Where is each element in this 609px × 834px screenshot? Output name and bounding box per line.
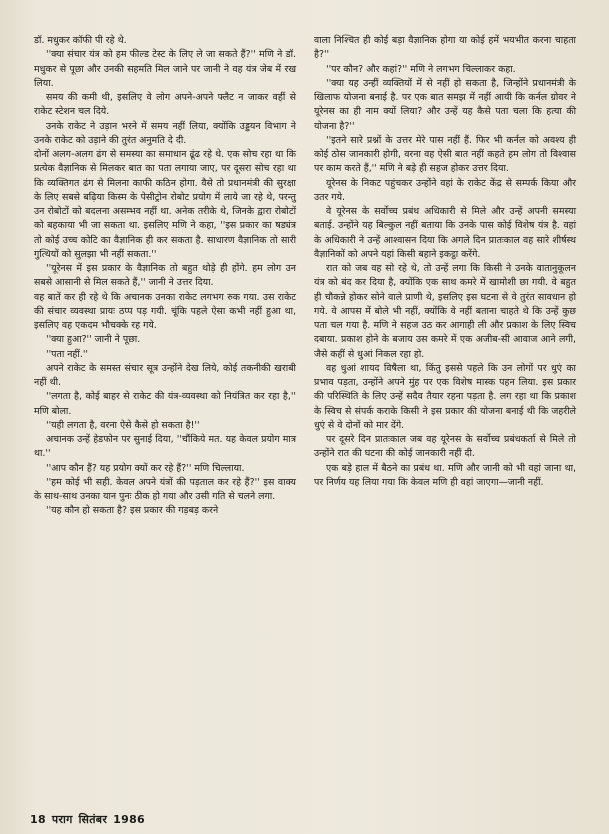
paragraph: उनके राकेट ने उड़ान भरने में समय नहीं लिया, क्योंकि उड्डयन विभाग ने उनके राकेट को उड़ाने की तुरंत अनुमति दे दी. bbox=[34, 120, 296, 146]
paragraph: डॉ. मधुकर कॉफी पी रहे थे. bbox=[34, 35, 127, 46]
paragraph: वे यूरेनस के सर्वोच्च प्रबंध अधिकारी से मिले और उन्हें अपनी समस्या बताई. उन्होंने यह बिल्कुल नहीं बताया कि उनके पास कोई विशेष यंत्र है. वहां के अधिकारी ने उन्हें आश्वासन दिया कि अगले दिन प्रातःकाल वह सारे शीर्षस्थ वैज्ञानिकों को अपने यहां किसी बहाने इकट्ठा करेंगे. bbox=[314, 206, 576, 260]
paragraph: ''क्या यह उन्हीं व्यक्तियों में से नहीं हो सकता है, जिन्होंने प्रधानमंत्री के खिलाफ योजना बनाई है. पर एक बात समझ में नहीं आयी कि कर्नल ग्रोवर ने यूरेनस का ही नाम क्यों लिया? और उन्हें यह कैसे पता चला कि हत्या की योजना है?'' bbox=[314, 77, 576, 132]
left-column bbox=[34, 34, 296, 519]
paragraph: वह धुआं शायद विषैला था, किंतु इससे पहले कि उन लोगों पर धुएं का प्रभाव पड़ता, उन्होंने अपने मुंह पर एक विशेष मास्क पहन लिया. इस प्रकार की परिस्थिति के लिए उन्हें सदैव तैयार रहना पड़ता है. लग रहा था कि प्रकाश के स्विच से संपर्क कराके किसी ने इस प्रकार की योजना बनाई थी कि जहरीले धुएं से वे दोनों को मार देंगे. bbox=[314, 362, 576, 431]
paragraph: ''लगता है, कोई बाहर से राकेट की यंत्र-व्यवस्था को नियंत्रित कर रहा है,'' मणि बोला. bbox=[34, 391, 296, 417]
paragraph: ''हम कोई भी सही. केवल अपने यंत्रों की पड़ताल कर रहे हैं?'' इस वाक्य के साथ-साथ उनका यान पुनः ठीक हो गया और उसी गति से चलने लगा. bbox=[34, 476, 296, 502]
page-footer bbox=[30, 812, 151, 827]
issue-month: सितंबर bbox=[78, 813, 108, 826]
paragraph: ''इतने सारे प्रश्नों के उत्तर मेरे पास नहीं हैं. फिर भी कर्नल को अवश्य ही कोई ठोस जानकारी होगी, वरना वह ऐसी बात नहीं कहते हम लोग तो विश्वास पर काम करते हैं,'' मणि ने बड़े ही सहज होकर उत्तर दिया. bbox=[314, 134, 576, 175]
paragraph: यूरेनस के निकट पहुंचकर उन्होंने वहां के राकेट केंद्र से सम्पर्क किया और उतर गये. bbox=[314, 177, 576, 203]
paragraph: रात को जब वह सो रहे थे, तो उन्हें लगा कि किसी ने उनके वातानुकूलन यंत्र को बंद कर दिया है, क्योंकि एक साथ कमरे में खामोशी छा गयी. वे बहुत ही चौकन्ने होकर सोने वाले प्राणी थे, इसलिए इस घटना से वे तुरंत सावधान हो गये. वे आपस में बोले भी नहीं, क्योंकि वे नहीं बताना चाहते थे कि उन्हें कुछ पता चल गया है. मणि ने सहज उठ कर आगाही ली और प्रकाश के लिए स्विच दबाया. प्रकाश होने के बजाय उस कमरे में एक अजीब-सी आवाज आने लगी, जैसे कहीं से धुआं निकल रहा हो. bbox=[314, 263, 576, 360]
paragraph: ''पर कौन? और कहां?'' मणि ने लगभग चिल्लाकर कहा. bbox=[326, 63, 516, 75]
paragraph: वाला निश्चित ही कोई बड़ा वैज्ञानिक होगा या कोई हमें भयभीत करना चाहता है?'' bbox=[314, 35, 576, 61]
paragraph: ''क्या हुआ?'' जानी ने पूछा. bbox=[46, 334, 141, 346]
paragraph: ''आप कौन हैं? यह प्रयोग क्यों कर रहे हैं?'' मणि चिल्लाया. bbox=[46, 462, 245, 474]
paragraph: ''क्या संचार यंत्र को हम फील्ड टेस्ट के लिए ले जा सकते हैं?'' मणि ने डॉ. मधुकर से पूछा और उनकी सहमति मिल जाने पर जानी ने वह यंत्र जेब में रख लिया. bbox=[34, 49, 296, 89]
paragraph: समय की कमी थी, इसलिए वे लोग अपने-अपने फ्लैट न जाकर वहीं से राकेट स्टेशन चल दिये. bbox=[34, 92, 296, 118]
paragraph: वह बातें कर ही रहे थे कि अचानक उनका राकेट लगभग रुक गया. उस राकेट की संचार व्यवस्था प्रायः ठप्प पड़ गयी. चूंकि पहले ऐसा कभी नहीं हुआ था, इसलिए वह एकदम भौचक्के रह गये. bbox=[34, 291, 296, 331]
paragraph: ''यह कौन हो सकता है? इस प्रकार की गड़बड़ करने bbox=[46, 505, 219, 517]
paragraph: अपने राकेट के समस्त संचार सूत्र उन्होंने देख लिये, कोई तकनीकी खराबी नहीं थी. bbox=[34, 362, 296, 388]
paragraph: ''पता नहीं.'' bbox=[46, 348, 88, 360]
paragraph: अचानक उन्हें हेडफोन पर सुनाई दिया, ''चौंकिये मत. यह केवल प्रयोग मात्र था.'' bbox=[34, 434, 296, 460]
column-gutter bbox=[300, 36, 301, 796]
paragraph: दोनों अलग-अलग ढंग से समस्या का समाधान ढूंढ रहे थे. एक सोच रहा था कि प्रत्येक वैज्ञानिक से मिलकर बात का पता लगाया जाए, पर दूसरा सोच रहा था कि व्यक्तिगत ढंग से मिलना काफी कठिन होगा. वैसे तो प्रधानमंत्री की सुरक्षा के लिए सबसे बढ़िया किस्म के पेसीट्रोन रोबोट प्रयोग में लाये जा रहे थे, परन्तु उन रोबोटों को बदलना असम्भव नहीं था. अनेक तरीके थे, जिनके द्वारा रोबोटों को बहकाया भी जा सकता था. इसलिए मणि ने कहा, ''इस प्रकार का षड्यंत्र तो कोई उच्च कोटि का वैज्ञानिक ही कर सकता है. साधारण वैज्ञानिक तो सारी गुत्थियों को सुलझा भी नहीं सकता.'' bbox=[34, 149, 296, 260]
paragraph: एक बड़े हाल में बैठने का प्रबंध था. मणि और जानी को भी वहां जाना था, पर निर्णय यह लिया गया कि केवल मणि ही वहां जाएगा—जानी नहीं. bbox=[314, 462, 576, 488]
paragraph: पर दूसरे दिन प्रातःकाल जब वह यूरेनस के सर्वोच्च प्रबंधकर्ता से मिले तो उन्होंने रात की घटना की कोई जानकारी नहीं दी. bbox=[314, 434, 576, 460]
paragraph: ''यही लगता है, वरना ऐसे कैसे हो सकता है!'' bbox=[46, 419, 200, 431]
magazine-name: पराग bbox=[51, 813, 73, 826]
right-column bbox=[314, 34, 576, 490]
page-number: 18 bbox=[30, 813, 46, 826]
issue-year: 1986 bbox=[113, 813, 145, 826]
paragraph: ''यूरेनस में इस प्रकार के वैज्ञानिक तो बहुत थोड़े ही होंगे. हम लोग उन सबसे आसानी से मिल सकते हैं,'' जानी ने उत्तर दिया. bbox=[34, 263, 296, 289]
